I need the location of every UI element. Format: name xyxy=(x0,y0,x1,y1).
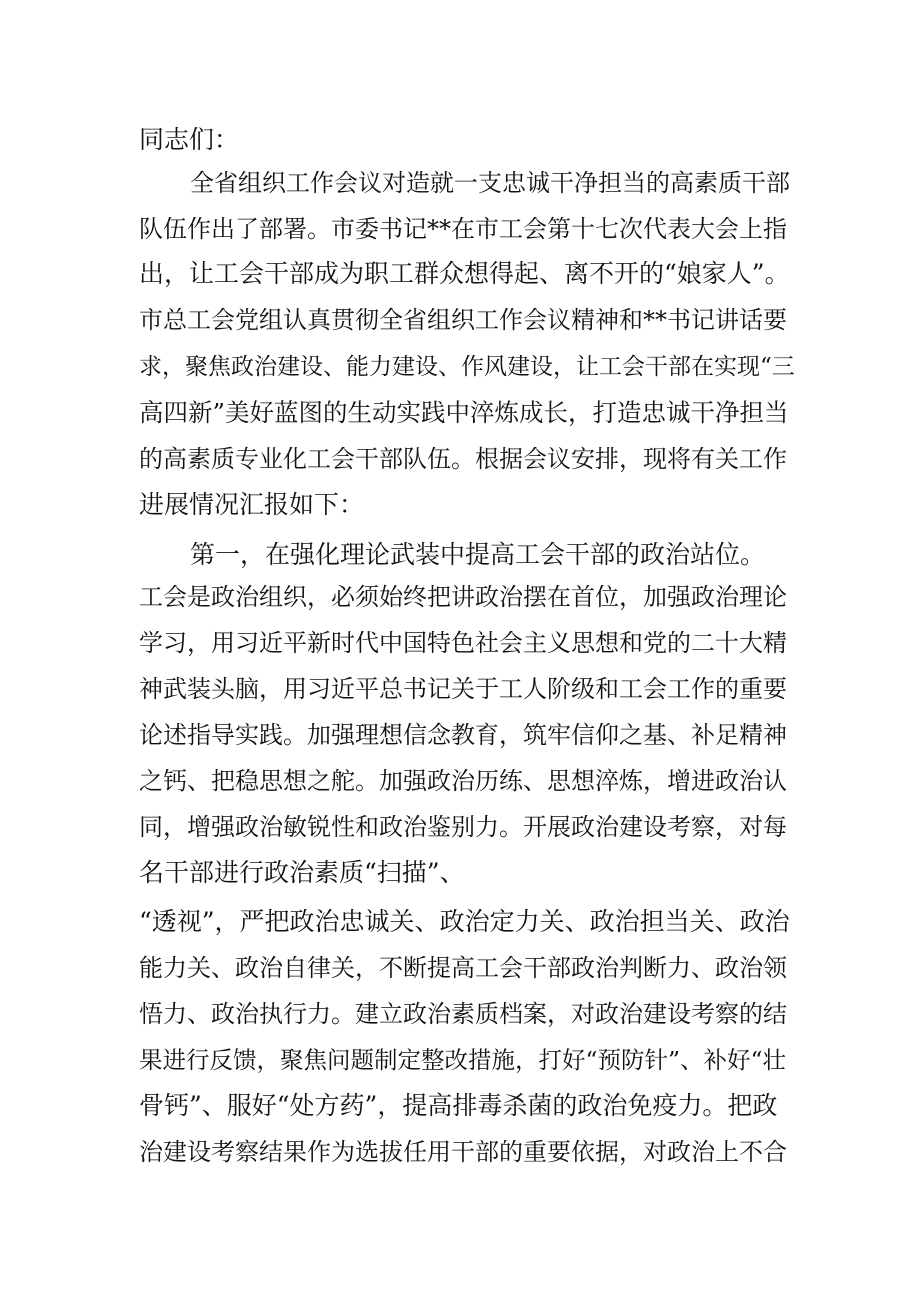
text-line: 出，让工会干部成为职工群众想得起、离不开的“娘家人”。 xyxy=(139,259,790,288)
text-line: 神武装头脑，用习近平总书记关于工人阶级和工会工作的重要 xyxy=(139,675,787,703)
text-line: 名干部进行政治素质“扫描”、 xyxy=(139,858,465,887)
text-line: 求，聚焦政治建设、能力建设、作风建设，让工会干部在实现“三 xyxy=(139,354,795,380)
text-line: 同，增强政治敏锐性和政治鉴别力。开展政治建设考察，对每 xyxy=(139,813,787,841)
text-line: 学习，用习近平新时代中国特色社会主义思想和党的二十大精 xyxy=(139,629,787,657)
text-line: 治建设考察结果作为选拔任用干部的重要依据，对政治上不合 xyxy=(139,1138,787,1166)
text-line: 果进行反馈，聚焦问题制定整改措施，打好“预防针”、补好“壮 xyxy=(139,1046,787,1074)
text-line: 之钙、把稳思想之舵。加强政治历练、思想淬炼，增进政治认 xyxy=(139,767,787,795)
text-line: 高四新”美好蓝图的生动实践中淬炼成长，打造忠诚干净担当 xyxy=(139,398,789,427)
section-heading: 第一，在强化理论武装中提高工会干部的政治站位。 xyxy=(190,540,766,569)
text-line: 悟力、政治执行力。建立政治素质档案，对政治建设考察的结 xyxy=(139,1000,787,1028)
text-line: “透视”，严把政治忠诚关、政治定力关、政治担当关、政治 xyxy=(139,907,790,936)
text-line: 能力关、政治自律关，不断提高工会干部政治判断力、政治领 xyxy=(139,954,787,982)
text-line: 工会是政治组织，必须始终把讲政治摆在首位，加强政治理论 xyxy=(139,583,787,611)
text-line: 进展情况汇报如下： xyxy=(139,490,365,519)
text-line: 的高素质专业化工会干部队伍。根据会议安排，现将有关工作 xyxy=(139,445,787,473)
text-line: 队伍作出了部署。市委书记**在市工会第十七次代表大会上指 xyxy=(139,215,787,243)
text-line: 市总工会党组认真贯彻全省组织工作会议精神和**书记讲话要 xyxy=(139,306,787,334)
greeting-line: 同志们： xyxy=(139,125,240,154)
text-line: 骨钙”、服好“处方药”，提高排毒杀菌的政治免疫力。把政 xyxy=(139,1091,778,1120)
text-line: 论述指导实践。加强理想信念教育，筑牢信仰之基、补足精神 xyxy=(139,721,787,749)
text-line: 全省组织工作会议对造就一支忠诚干净担当的高素质干部 xyxy=(190,169,790,197)
